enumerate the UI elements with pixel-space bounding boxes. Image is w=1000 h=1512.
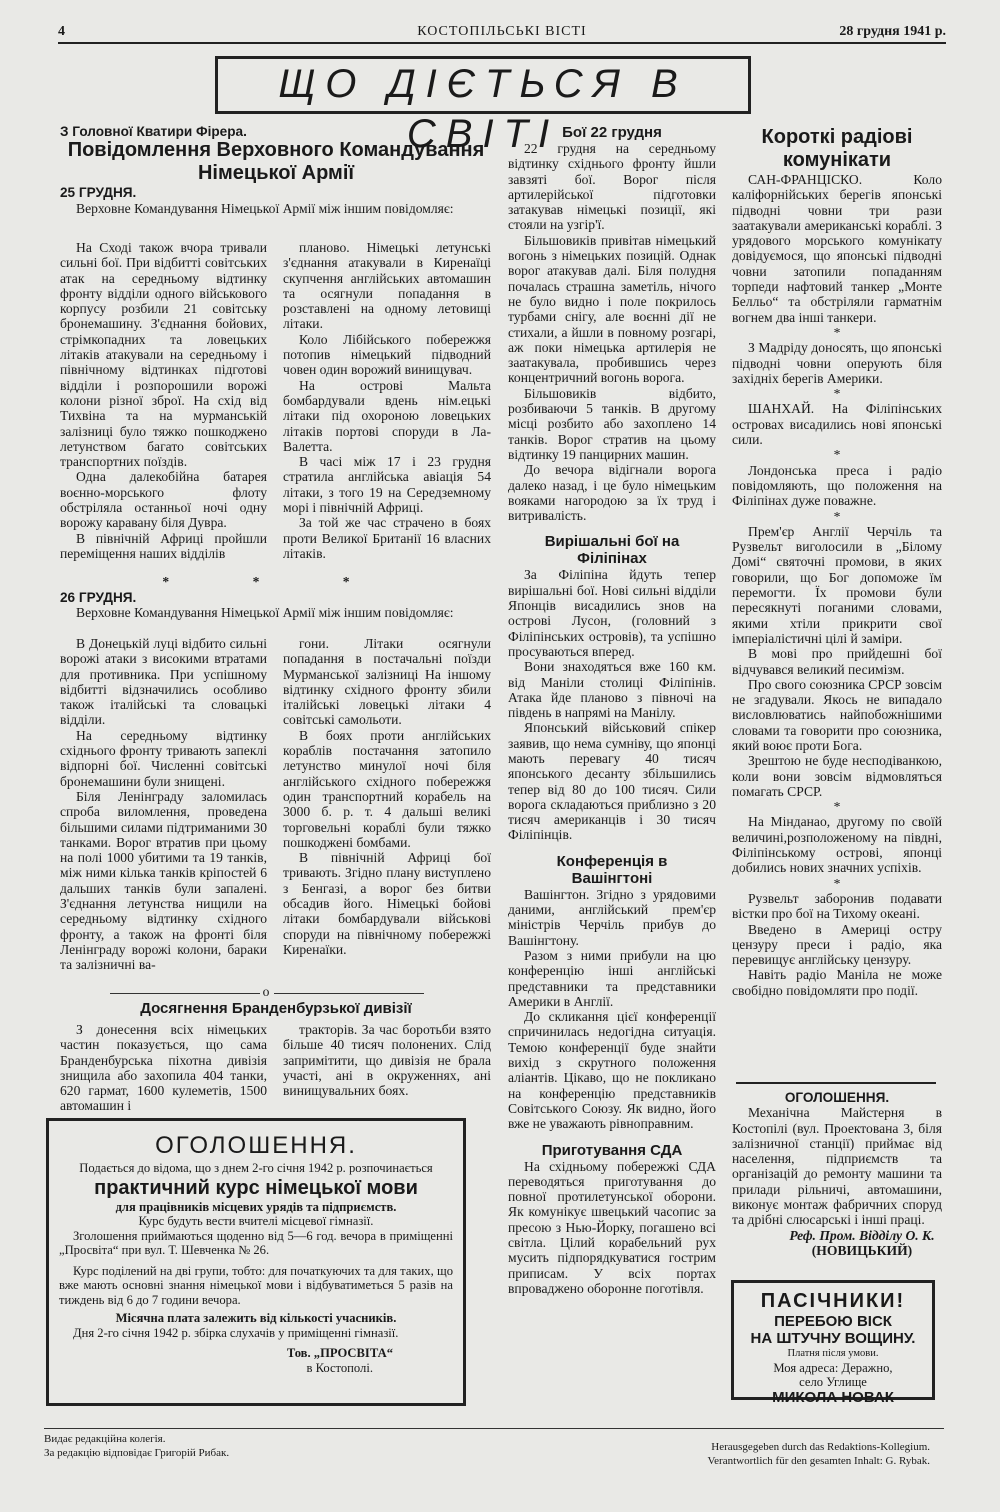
masthead (58, 22, 946, 44)
course-ad-line: для працівників місцевих урядів та підприємств. (115, 1199, 397, 1214)
middle-column (508, 124, 716, 1296)
paragraph: САН-ФРАНЦІСКО. Коло каліфорнійських берегів японські підводні човни три рази заатакували американські кораблі. З урядового морського комунікату довідуємося, що японські підводні човни затопили попаданням торпеди нафтовий танкер „Монте Белльо“ та обстріляли гарматнім вогнем два інші танкери. (732, 172, 942, 325)
paragraph: Японський військовий спікер заявив, що нема сумніву, що японці мають перевагу 40 тисяч японського десанту збільшились тепер від 80 до 100 тисяч. Сили ворога складаються приблизно з 20 тисяч американців і 30 тисяч Філіпінців. (508, 720, 716, 843)
date-25: 25 ГРУДНЯ. (60, 185, 137, 201)
workshop-ad-text: Механічна Майстерня в Костопілі (вул. Проектована 3, біля залізничної станції) приймає від населення, підприємств та організацій до ремонту машини та прилади рільничі, автомашини, виконує монтаж фабричних споруд та дрібні слюсарські і інші праці. (732, 1105, 942, 1228)
paragraph: Біля Ленінграду заломилась спроба виломлення, проведена більшими силами підтриманими 30 танками. Ворог втратив при цьому на полі 1000 убитими та 19 танків, між ними кілька танків кріпостей 6 дальших танків були запалені. З'єднання летунства нищили на середньому відтинку східного фронту, а також на фронті біля Ленінграду ворожі колони, бараки та залізничні ва- (60, 788, 267, 973)
footer-left (44, 1432, 229, 1460)
bees-ad-line: село Углище (799, 1375, 867, 1389)
hq-headline: Повідомлення Верховного Командування Німецької Армії (67, 139, 485, 185)
star-separator: * (833, 508, 841, 524)
star-separator: * (833, 324, 841, 340)
paragraph: З донесення всіх німецьких частин показується, що сама Бранденбурська піхотна дивізія знищила або захопила 404 танки, 620 гармат, 1600 кулеметів, 1500 автомашин і (60, 1022, 267, 1114)
paragraph: Рузвельт заборонив подавати вістки про бої на Тихому океані. (732, 890, 942, 922)
paragraph: На острові Мальта бомбардували вдень нім.ецькі літаки під охороною ловецьких літаків портові споруди в Ла-Валетта. (283, 377, 491, 454)
paragraph: До вечора відігнали ворога далеко назад, і це було німецьким вояками нагородою за їх труд і витривалість. (508, 462, 716, 524)
dec25-col2 (283, 240, 491, 561)
paragraph: Лондонська преса і радіо повідомляють, що положення на Філіпінах дуже поважне. (732, 462, 942, 509)
usa-title: Приготування СДА (541, 1141, 683, 1159)
paragraph: Одна далекобійна батарея воєнно-морського флоту обстріляла останньої ночі одну ворожу каравану біля Дувра. (60, 469, 267, 531)
course-ad-line: Місячна плата залежить від кількості учасників. (115, 1311, 397, 1325)
course-announcement (46, 1118, 466, 1406)
footer-rule (44, 1428, 944, 1429)
star-separator: * (833, 447, 841, 463)
paragraph: планово. Німецькі летунські з'єднання атакували в Киренаїці скупчення англійських автомашин та осягнули попадання в розставлені на одному летовищі літаки. (283, 240, 491, 332)
paragraph: Про свого союзника СРСР зовсім не згадували. Якось не випадало висловлюватись найпобожнішими словами та говорити про союзника, який воює проти Бога. (732, 676, 942, 753)
publisher-line: Видає редакційна колегія. (44, 1433, 166, 1445)
course-ad-signature: в Костополі. (306, 1360, 373, 1375)
paragraph: В північній Африці пройшли переміщення наших відділів (60, 530, 267, 561)
stars-separator: * * * (162, 574, 390, 589)
paragraph: На східньому побережжі СДА переводяться приготування до повної протилетунської оборони. Як комунікує швецький часопис за пресою з Нью-Йорку, погашено всі світла. Цілий корабельний рух мусить підпорядкуватися гострим приписам. У всіх портах впроваджено оборонне поготівля. (508, 1158, 716, 1296)
course-ad-line: Курс будуть вести вчителі місцевої гімназії. (138, 1214, 374, 1228)
footer-right (707, 1440, 930, 1468)
radio-title: Короткі радіові комунікати (761, 126, 913, 171)
hq-article-header (60, 124, 492, 216)
paragraph: Навіть радіо Маніла не може свобідно повідомляти про події. (732, 967, 942, 998)
paragraph: Разом з ними прибули на цю конференцію інші англійські представники та представники Америки в Англії. (508, 947, 716, 1009)
brandenburg-title: Досягнення Бранденбурзької дивізії (140, 1000, 412, 1017)
divider (736, 1082, 936, 1084)
paragraph: На середньому відтинку східнього фронту тривають запеклі відпорні бої. Численні совітські бронемашини були знищені. (60, 727, 267, 789)
paragraph: тракторів. За час боротьби взято більше 40 тисяч полонених. Слід запримітити, що дивізія не брала участі, ані в окруженнях, ані винищувальних боях. (283, 1022, 491, 1099)
paragraph: В Донецькій луці відбито сильні ворожі атаки з високими втратами для противника. При успішному відбитті відзначились особливо також італійські та словацькі відділи. (60, 636, 267, 728)
paragraph: Більшовиків відбито, розбиваючи 5 танків. В другому місці розбито або захоплено 14 танків. Ворог стратив на цьому відтинку 19 панцирних машин. (508, 385, 716, 462)
divider-ring: o (262, 984, 270, 999)
paragraph: Більшовиків привітав німецький вогонь з німецьких позицій. Однак ворог атакував далі. Біля полудня почалась страшна заметіль, нічого не було видно і поле покрилось турбами снігу, але воєнні дії не стихали, а йшли в повному розгарі, аж поки німецька артилерія не заатакувала, пробившись через концентричний вогонь ворога. (508, 232, 716, 386)
dec25-col1 (60, 240, 267, 561)
intro-26: Верховне Командування Німецької Армії між іншим повідомляє: (76, 605, 454, 621)
paragraph: ШАНХАЙ. На Філіпінських островах висадились нові японські сили. (732, 401, 942, 448)
paragraph: Прем'єр Англії Черчіль та Рузвельт виголосили в „Білому Домі“ святочні промови, в яких говорили, що Бог допоможе їм перемогти. Їх промови були пересякнуті поганими словами, якими хтіли прикрити свої імперіалістичні цілі й заміри. (732, 523, 942, 646)
bees-ad-line: НА ШТУЧНУ ВОЩИНУ. (750, 1330, 916, 1347)
brandenburg-col2 (283, 1022, 491, 1098)
page-number: 4 (58, 24, 65, 39)
brandenburg-col1 (60, 1022, 267, 1114)
section-banner: ЩО ДІЄТЬСЯ В СВІТІ (215, 56, 751, 114)
paragraph: Вашінгтон. Згідно з урядовими даними, англійський прем'єр міністрів Черчіль прибув до Вашінгтону. (508, 886, 716, 948)
paragraph: Коло Лібійського побережжя потопив німецький підводний човен один ворожий винищувач. (283, 331, 491, 378)
divider (274, 993, 424, 994)
bees-ad-line: ПЕРЕБОЮ ВІСК (774, 1313, 892, 1330)
bees-ad-line: Платня після умови. (787, 1348, 879, 1359)
issue-date: 28 грудня 1941 р. (839, 24, 946, 39)
divider (110, 993, 260, 994)
editor-line: За редакцію відповідає Григорій Рибак. (44, 1447, 230, 1459)
workshop-announcement (732, 1090, 942, 1258)
paragraph: Введено в Америці остру цензуру преси і радіо, яка перевищує англійську цензуру. (732, 921, 942, 968)
paper-name: КОСТОПІЛЬСЬКІ ВІСТІ (417, 24, 587, 39)
bees-ad-line: Моя адреса: Деражно, (773, 1361, 893, 1375)
bees-ad-name: МИКОЛА НОВАК (772, 1389, 894, 1406)
paragraph: В боях проти англійських кораблів постачання затопило летунство минулої ночі біля англійського східного побережжя один транспортний корабель на 3000 б. р. т. 4 дальші великі торговельні кораблі були тяжко пошкоджені бомбами. (283, 727, 491, 850)
course-ad-headline: практичний курс німецької мови (94, 1176, 418, 1199)
right-column (732, 124, 942, 998)
paragraph: В північній Африці бої тривають. Згідно плану виступлено з Бенгазі, а ворог без битви обсадив його. Німецькі бойові літаки бомбардували військові споруди на північному побережжі Киренаїки. (283, 850, 491, 957)
paragraph: За той же час страчено в боях проти Великої Британії 16 власних літаків. (283, 515, 491, 561)
paragraph: На Сході також вчора тривали сильні бої. При відбитті совітських атак на середньому відтинку фронту відділи одного військового корпусу розбили 21 совітську бронемашину. З'єднання бойових, стрімкопадних та ловецьких літаків атакували на середньому і північному відтинках підготові відділи і розпорошили ворожі колони різної зброї. На схід від Тихвіна та на мурманській залізниці було тяжко пошкоджено летунством багато совітських транспортних поїздів. (60, 240, 267, 470)
star-separator: * (833, 386, 841, 402)
course-ad-title: ОГОЛОШЕННЯ. (155, 1132, 357, 1159)
paragraph: В мові про прийдешні бої відчувався великий песимізм. (732, 646, 942, 677)
dec26-header (60, 590, 492, 621)
workshop-ad-signature: Реф. Пром. Відділу О. К. (789, 1227, 935, 1243)
paragraph: В часі між 17 і 23 грудня стратила англійська авіація 54 літаки, з того 19 на Середземному морі і північній Африці. (283, 454, 491, 516)
beekeepers-ad (731, 1280, 935, 1406)
course-ad-signature: Тов. „ПРОСВІТА“ (286, 1346, 393, 1360)
paragraph: Зрештою не буде несподіванкою, коли вони зовсім відмовляться помагать СРСР. (732, 753, 942, 799)
dec26-col1 (60, 636, 267, 973)
intro-25: Верховне Командування Німецької Армії між іншим повідомляє: (76, 200, 454, 216)
editor-line-de: Verantwortlich für den gesamten Inhalt: G. Rybak. (707, 1455, 930, 1467)
philippines-title: Вирішальні бої на Філіпінах (544, 533, 680, 568)
bees-ad-title: ПАСІЧНИКИ! (760, 1290, 906, 1312)
star-separator: * (833, 799, 841, 815)
course-ad-line: Зголошення приймаються щоденно від 5—6 год. вечора в приміщенні „Просвіта“ при вул. Т. Шевченка № 26. (59, 1228, 453, 1257)
paragraph: На Мінданао, другому по своїй величині,розположеному на півдні, Філіпінському острові, японці добились нових значних успіхів. (732, 814, 942, 876)
course-ad-line: Курс поділений на дві групи, тобто: для початкуючих та для таких, що вже мають основні знання німецької мови і відбуватиметься 5 разів на тиждень від 6 до 7 години вечора. (59, 1263, 453, 1307)
paragraph: До скликання цієї конференції спричинилась недогідна ситуація. Темою конференції буде знайти вихід з скрутного положення аліантів. Цікаво, що не покликано на конференцію представників Совітського Союзу. Як видно, його вже не уважають рівноправним. (508, 1009, 716, 1132)
course-ad-line: Подається до відома, що з днем 2-го січня 1942 р. розпочинається (79, 1161, 433, 1175)
date-26: 26 ГРУДНЯ. (60, 590, 137, 605)
course-ad-line: Дня 2-го січня 1942 р. збірка слухачів у приміщенні гімназії. (73, 1325, 399, 1340)
paragraph: гони. Літаки осягнули попадання в постачальні поїзди Мурманської залізниці На іншому відтинку східного фронту збили італійські ловецькі літаки 4 совітські самольоти. (283, 636, 491, 728)
workshop-ad-title: ОГОЛОШЕННЯ. (784, 1090, 890, 1105)
workshop-ad-signature: (НОВИЦЬКИЙ) (811, 1242, 913, 1258)
star-separator: * (833, 875, 841, 891)
publisher-line-de: Herausgegeben durch das Redaktions-Kollegium. (711, 1441, 930, 1453)
paragraph: За Філіпіна йдуть тепер вирішальні бої. Нові сильні відділи Японців висадились знов на острові Лусон, (головний з Філіпінських островів), та успішно просуваються вперед. (508, 567, 716, 659)
paragraph: 22 грудня на середньому відтинку східнього фронту йшли завзяті бої. Ворог після артилерійської підготовки затакував німецькі позиції, які стояли на узгір'ї. (508, 141, 716, 233)
kicker: З Головної Кватири Фірера. (60, 124, 247, 139)
battles-title: Бої 22 грудня (562, 124, 662, 141)
dec26-col2 (283, 636, 491, 957)
paragraph: З Мадріду доносять, що японські підводні човни оперують біля західніх берегів Америки. (732, 340, 942, 386)
conference-title: Конференція в Вашінгтоні (556, 852, 668, 887)
paragraph: Вони знаходяться вже 160 км. від Маніли столиці Філіпінів. Атака йде планово з півночі на південь в напрямі на Манілу. (508, 659, 716, 721)
